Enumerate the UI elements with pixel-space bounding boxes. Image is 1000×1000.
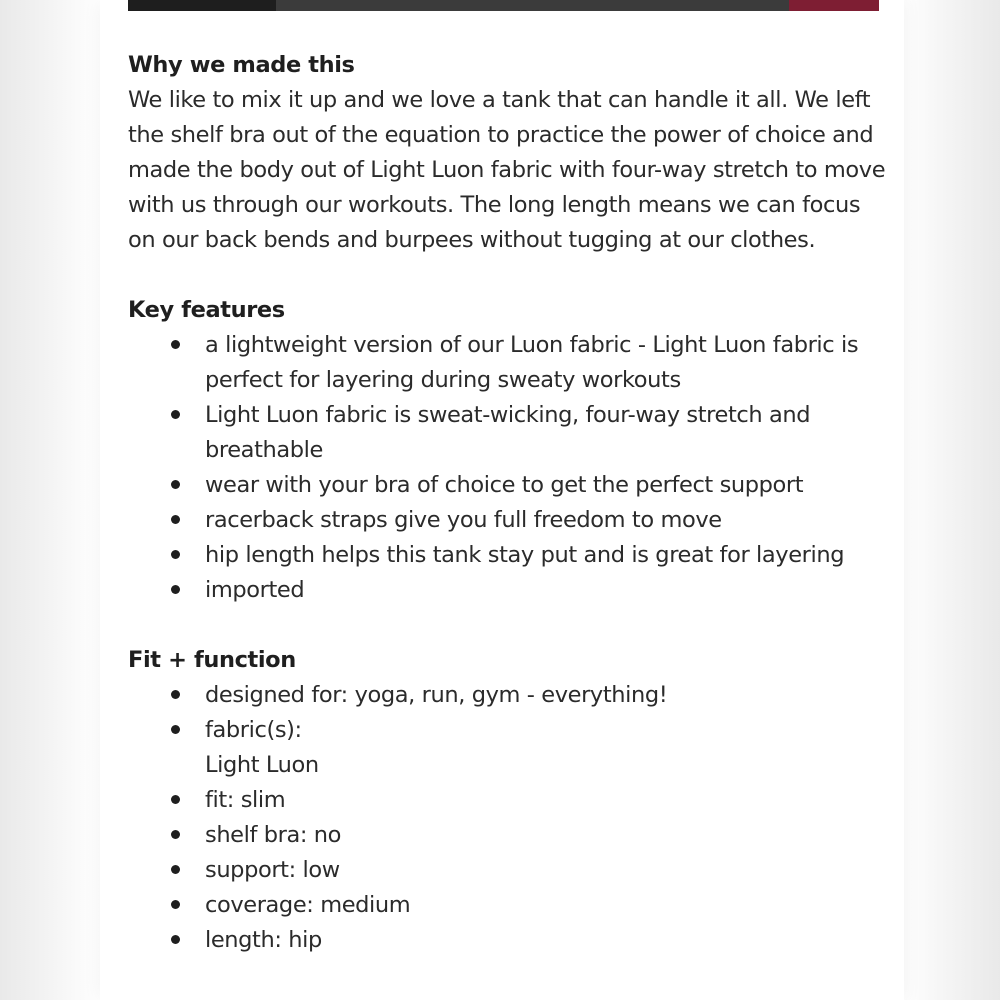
bullet-icon xyxy=(171,585,180,594)
fit-text: fit: slim xyxy=(205,787,286,813)
bullet-icon xyxy=(171,690,180,699)
list-item xyxy=(205,818,888,853)
feature-text: wear with your bra of choice to get the perfect support xyxy=(205,472,804,498)
feature-text: Light Luon fabric is sweat-wicking, four-way stretch and breathable xyxy=(205,402,811,463)
feature-text: racerback straps give you full freedom to move xyxy=(205,507,722,533)
fabric-value: Light Luon xyxy=(205,752,319,778)
list-item xyxy=(205,503,888,538)
fit-section xyxy=(128,643,888,958)
bullet-icon xyxy=(171,900,180,909)
bullet-icon xyxy=(171,865,180,874)
feature-text: imported xyxy=(205,577,305,603)
list-item xyxy=(205,888,888,923)
fit-text: fabric(s): xyxy=(205,717,302,743)
fit-text: shelf bra: no xyxy=(205,822,342,848)
list-item xyxy=(205,328,888,398)
list-item xyxy=(205,853,888,888)
top-navigation-bar xyxy=(128,0,879,11)
list-item xyxy=(205,538,888,573)
bullet-icon xyxy=(171,725,180,734)
features-heading: Key features xyxy=(128,297,285,323)
bullet-icon xyxy=(171,795,180,804)
list-item xyxy=(205,923,888,958)
bullet-icon xyxy=(171,830,180,839)
list-item xyxy=(205,678,888,713)
feature-text: a lightweight version of our Luon fabric - Light Luon fabric is perfect for layering during sweaty workouts xyxy=(205,332,859,393)
list-item xyxy=(205,573,888,608)
fit-heading: Fit + function xyxy=(128,647,296,673)
list-item xyxy=(205,398,888,468)
why-body: We like to mix it up and we love a tank that can handle it all. We left the shelf bra out of the equation to practice the power of choice and made the body out of Light Luon fabric with four-way stretch to move with us through our workouts. The long length means we can focus on our back bends and burpees without tugging at our clothes. xyxy=(128,87,886,253)
top-bar-tab-accent[interactable] xyxy=(789,0,879,11)
product-details-page xyxy=(100,0,904,1000)
top-bar-tab-middle[interactable] xyxy=(276,0,789,11)
why-heading: Why we made this xyxy=(128,52,355,78)
bullet-icon xyxy=(171,480,180,489)
fit-text: length: hip xyxy=(205,927,322,953)
fit-text: coverage: medium xyxy=(205,892,411,918)
bullet-icon xyxy=(171,340,180,349)
fit-text: support: low xyxy=(205,857,340,883)
bullet-icon xyxy=(171,935,180,944)
features-list xyxy=(128,328,888,608)
list-item xyxy=(205,713,888,783)
fit-list xyxy=(128,678,888,958)
bullet-icon xyxy=(171,410,180,419)
list-item xyxy=(205,783,888,818)
bullet-icon xyxy=(171,550,180,559)
bullet-icon xyxy=(171,515,180,524)
why-section xyxy=(128,48,888,258)
product-description xyxy=(128,48,888,993)
top-bar-tab-left[interactable] xyxy=(128,0,276,11)
fit-text: designed for: yoga, run, gym - everything! xyxy=(205,682,668,708)
feature-text: hip length helps this tank stay put and is great for layering xyxy=(205,542,845,568)
features-section xyxy=(128,293,888,608)
list-item xyxy=(205,468,888,503)
